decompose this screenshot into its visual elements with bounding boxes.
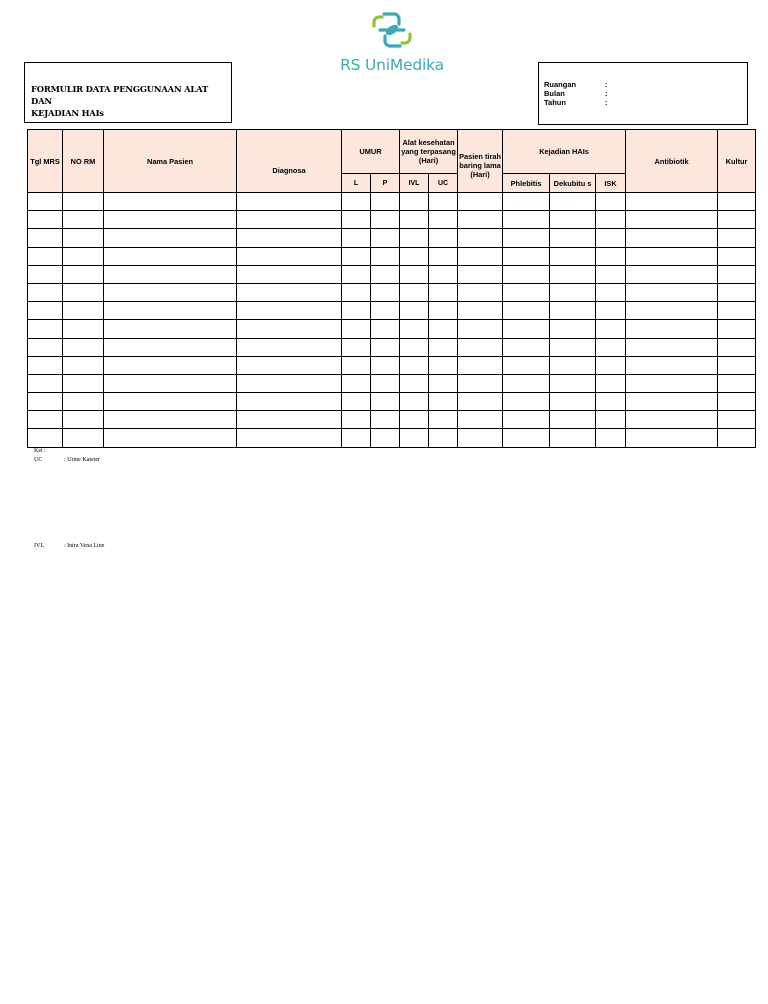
- cell-antibiotik[interactable]: [626, 193, 718, 211]
- table-row: [28, 374, 756, 392]
- hospital-name: RS UniMedika: [340, 56, 444, 74]
- table-row: [28, 320, 756, 338]
- cell-alat-ivl[interactable]: [400, 247, 429, 265]
- cell-no-rm[interactable]: [63, 283, 104, 301]
- cell-diagnosa[interactable]: [237, 283, 342, 301]
- cell-isk[interactable]: [596, 211, 626, 229]
- cell-pasien-tirah[interactable]: [458, 356, 503, 374]
- header-tgl-mrs: Tgl MRS: [28, 130, 63, 193]
- cell-alat-ivl[interactable]: [400, 338, 429, 356]
- medical-cross-logo-icon: [370, 10, 414, 50]
- cell-pasien-tirah[interactable]: [458, 411, 503, 429]
- info-box: [538, 62, 748, 125]
- cell-nama-pasien[interactable]: [104, 374, 237, 392]
- cell-dekubitus[interactable]: [550, 229, 596, 247]
- cell-alat-ivl[interactable]: [400, 302, 429, 320]
- cell-phlebitis[interactable]: [503, 393, 550, 411]
- cell-umur-p[interactable]: [371, 429, 400, 447]
- cell-antibiotik[interactable]: [626, 338, 718, 356]
- cell-dekubitus[interactable]: [550, 393, 596, 411]
- cell-kultur[interactable]: [718, 229, 756, 247]
- table-row: [28, 393, 756, 411]
- cell-pasien-tirah[interactable]: [458, 302, 503, 320]
- cell-alat-uc[interactable]: [429, 374, 458, 392]
- form-title-box: [24, 62, 232, 123]
- cell-kultur[interactable]: [718, 283, 756, 301]
- hais-data-table: [27, 129, 756, 448]
- cell-kultur[interactable]: [718, 356, 756, 374]
- cell-isk[interactable]: [596, 411, 626, 429]
- cell-nama-pasien[interactable]: [104, 229, 237, 247]
- table-row: [28, 356, 756, 374]
- header-umur-l: L: [342, 174, 371, 193]
- cell-antibiotik[interactable]: [626, 265, 718, 283]
- cell-isk[interactable]: [596, 393, 626, 411]
- cell-dekubitus[interactable]: [550, 211, 596, 229]
- table-row: [28, 338, 756, 356]
- table-row: [28, 302, 756, 320]
- cell-umur-p[interactable]: [371, 229, 400, 247]
- cell-umur-l[interactable]: [342, 429, 371, 447]
- cell-dekubitus[interactable]: [550, 283, 596, 301]
- cell-pasien-tirah[interactable]: [458, 338, 503, 356]
- cell-pasien-tirah[interactable]: [458, 211, 503, 229]
- cell-umur-p[interactable]: [371, 374, 400, 392]
- cell-umur-p[interactable]: [371, 393, 400, 411]
- header-kejadian-hais: Kejadian HAIs: [503, 130, 626, 174]
- cell-kultur[interactable]: [718, 265, 756, 283]
- cell-umur-p[interactable]: [371, 193, 400, 211]
- cell-no-rm[interactable]: [63, 211, 104, 229]
- cell-umur-p[interactable]: [371, 265, 400, 283]
- cell-kultur[interactable]: [718, 429, 756, 447]
- header-alat-kesehatan: Alat kesehatan yang terpasang (Hari): [400, 130, 458, 174]
- hospital-logo: [330, 8, 454, 74]
- cell-antibiotik[interactable]: [626, 411, 718, 429]
- cell-phlebitis[interactable]: [503, 356, 550, 374]
- cell-kultur[interactable]: [718, 302, 756, 320]
- cell-no-rm[interactable]: [63, 338, 104, 356]
- cell-dekubitus[interactable]: [550, 356, 596, 374]
- header-antibiotik: Antibiotik: [626, 130, 718, 193]
- cell-alat-uc[interactable]: [429, 320, 458, 338]
- cell-nama-pasien[interactable]: [104, 356, 237, 374]
- cell-umur-l[interactable]: [342, 229, 371, 247]
- cell-alat-uc[interactable]: [429, 265, 458, 283]
- cell-phlebitis[interactable]: [503, 374, 550, 392]
- header-no-rm: NO RM: [63, 130, 104, 193]
- header-isk: ISK: [596, 174, 626, 193]
- cell-alat-ivl[interactable]: [400, 356, 429, 374]
- header-phlebitis: Phlebitis: [503, 174, 550, 193]
- note-desc: : Intra Vena Line: [64, 543, 105, 549]
- cell-kultur[interactable]: [718, 374, 756, 392]
- cell-dekubitus[interactable]: [550, 320, 596, 338]
- cell-tgl-mrs[interactable]: [28, 283, 63, 301]
- cell-alat-ivl[interactable]: [400, 374, 429, 392]
- header-nama-pasien: Nama Pasien: [104, 130, 237, 193]
- cell-no-rm[interactable]: [63, 393, 104, 411]
- cell-diagnosa[interactable]: [237, 211, 342, 229]
- cell-phlebitis[interactable]: [503, 283, 550, 301]
- header-dekubitus: Dekubitu s: [550, 174, 596, 193]
- cell-alat-ivl[interactable]: [400, 320, 429, 338]
- cell-nama-pasien[interactable]: [104, 265, 237, 283]
- cell-umur-p[interactable]: [371, 302, 400, 320]
- cell-umur-p[interactable]: [371, 338, 400, 356]
- cell-diagnosa[interactable]: [237, 356, 342, 374]
- cell-nama-pasien[interactable]: [104, 429, 237, 447]
- cell-antibiotik[interactable]: [626, 283, 718, 301]
- cell-diagnosa[interactable]: [237, 247, 342, 265]
- cell-kultur[interactable]: [718, 211, 756, 229]
- cell-isk[interactable]: [596, 265, 626, 283]
- cell-umur-l[interactable]: [342, 193, 371, 211]
- cell-dekubitus[interactable]: [550, 429, 596, 447]
- cell-umur-l[interactable]: [342, 338, 371, 356]
- cell-antibiotik[interactable]: [626, 211, 718, 229]
- cell-pasien-tirah[interactable]: [458, 229, 503, 247]
- table-body: [28, 193, 756, 448]
- cell-no-rm[interactable]: [63, 429, 104, 447]
- cell-alat-ivl[interactable]: [400, 193, 429, 211]
- cell-nama-pasien[interactable]: [104, 393, 237, 411]
- info-colon: :: [605, 89, 608, 98]
- table-row: [28, 429, 756, 447]
- info-label-bulan: Bulan: [544, 89, 565, 98]
- cell-diagnosa[interactable]: [237, 338, 342, 356]
- cell-dekubitus[interactable]: [550, 302, 596, 320]
- cell-umur-l[interactable]: [342, 302, 371, 320]
- form-title: [31, 83, 231, 119]
- cell-umur-p[interactable]: [371, 283, 400, 301]
- note-code: UC: [34, 457, 43, 463]
- cell-phlebitis[interactable]: [503, 193, 550, 211]
- cell-umur-p[interactable]: [371, 211, 400, 229]
- cell-tgl-mrs[interactable]: [28, 211, 63, 229]
- cell-pasien-tirah[interactable]: [458, 193, 503, 211]
- cell-tgl-mrs[interactable]: [28, 193, 63, 211]
- table-row: [28, 283, 756, 301]
- cell-diagnosa[interactable]: [237, 374, 342, 392]
- cell-kultur[interactable]: [718, 320, 756, 338]
- cell-alat-uc[interactable]: [429, 283, 458, 301]
- cell-umur-p[interactable]: [371, 356, 400, 374]
- table-row: [28, 411, 756, 429]
- cell-no-rm[interactable]: [63, 229, 104, 247]
- cell-diagnosa[interactable]: [237, 393, 342, 411]
- header-pasien-tirah-baring: Pasien tirah baring lama (Hari): [458, 130, 503, 193]
- cell-phlebitis[interactable]: [503, 211, 550, 229]
- cell-alat-uc[interactable]: [429, 211, 458, 229]
- notes-ket: Ket :: [34, 448, 46, 454]
- cell-no-rm[interactable]: [63, 193, 104, 211]
- cell-umur-p[interactable]: [371, 320, 400, 338]
- cell-nama-pasien[interactable]: [104, 211, 237, 229]
- header-alat-uc: UC: [429, 174, 458, 193]
- cell-isk[interactable]: [596, 374, 626, 392]
- header-kultur: Kultur: [718, 130, 756, 193]
- note-code: IVL: [34, 543, 44, 549]
- table-row: [28, 229, 756, 247]
- cell-umur-l[interactable]: [342, 283, 371, 301]
- cell-antibiotik[interactable]: [626, 356, 718, 374]
- cell-diagnosa[interactable]: [237, 265, 342, 283]
- cell-antibiotik[interactable]: [626, 229, 718, 247]
- info-label-tahun: Tahun: [544, 98, 566, 107]
- cell-kultur[interactable]: [718, 393, 756, 411]
- cell-umur-l[interactable]: [342, 211, 371, 229]
- note-desc: : Urine Kateter: [64, 457, 100, 463]
- cell-tgl-mrs[interactable]: [28, 374, 63, 392]
- cell-antibiotik[interactable]: [626, 393, 718, 411]
- cell-dekubitus[interactable]: [550, 338, 596, 356]
- cell-tgl-mrs[interactable]: [28, 229, 63, 247]
- cell-dekubitus[interactable]: [550, 193, 596, 211]
- cell-umur-l[interactable]: [342, 393, 371, 411]
- cell-isk[interactable]: [596, 283, 626, 301]
- cell-umur-l[interactable]: [342, 320, 371, 338]
- cell-nama-pasien[interactable]: [104, 320, 237, 338]
- cell-pasien-tirah[interactable]: [458, 429, 503, 447]
- cell-phlebitis[interactable]: [503, 302, 550, 320]
- cell-tgl-mrs[interactable]: [28, 265, 63, 283]
- table-row: [28, 193, 756, 211]
- cell-antibiotik[interactable]: [626, 429, 718, 447]
- cell-phlebitis[interactable]: [503, 320, 550, 338]
- cell-pasien-tirah[interactable]: [458, 265, 503, 283]
- cell-pasien-tirah[interactable]: [458, 374, 503, 392]
- cell-umur-l[interactable]: [342, 265, 371, 283]
- cell-antibiotik[interactable]: [626, 320, 718, 338]
- header-umur-p: P: [371, 174, 400, 193]
- cell-no-rm[interactable]: [63, 265, 104, 283]
- cell-alat-uc[interactable]: [429, 193, 458, 211]
- cell-alat-ivl[interactable]: [400, 265, 429, 283]
- cell-isk[interactable]: [596, 320, 626, 338]
- cell-antibiotik[interactable]: [626, 374, 718, 392]
- cell-umur-l[interactable]: [342, 356, 371, 374]
- cell-tgl-mrs[interactable]: [28, 320, 63, 338]
- header-diagnosa: Diagnosa: [237, 130, 342, 193]
- cell-nama-pasien[interactable]: [104, 247, 237, 265]
- info-colon: :: [605, 98, 608, 107]
- form-title-line1: FORMULIR DATA PENGGUNAAN ALAT DAN: [31, 84, 208, 106]
- cell-no-rm[interactable]: [63, 411, 104, 429]
- cell-tgl-mrs[interactable]: [28, 302, 63, 320]
- cell-nama-pasien[interactable]: [104, 411, 237, 429]
- cell-no-rm[interactable]: [63, 356, 104, 374]
- cell-dekubitus[interactable]: [550, 411, 596, 429]
- cell-isk[interactable]: [596, 356, 626, 374]
- cell-no-rm[interactable]: [63, 247, 104, 265]
- cell-alat-uc[interactable]: [429, 247, 458, 265]
- cell-umur-l[interactable]: [342, 247, 371, 265]
- cell-alat-ivl[interactable]: [400, 283, 429, 301]
- info-colon: :: [605, 80, 608, 89]
- cell-nama-pasien[interactable]: [104, 193, 237, 211]
- cell-umur-l[interactable]: [342, 374, 371, 392]
- cell-isk[interactable]: [596, 429, 626, 447]
- cell-no-rm[interactable]: [63, 374, 104, 392]
- cell-alat-ivl[interactable]: [400, 211, 429, 229]
- cell-phlebitis[interactable]: [503, 411, 550, 429]
- cell-phlebitis[interactable]: [503, 429, 550, 447]
- cell-antibiotik[interactable]: [626, 247, 718, 265]
- cell-alat-ivl[interactable]: [400, 411, 429, 429]
- cell-alat-uc[interactable]: [429, 411, 458, 429]
- cell-dekubitus[interactable]: [550, 374, 596, 392]
- cell-umur-p[interactable]: [371, 247, 400, 265]
- cell-umur-p[interactable]: [371, 411, 400, 429]
- cell-alat-ivl[interactable]: [400, 393, 429, 411]
- cell-alat-uc[interactable]: [429, 338, 458, 356]
- cell-pasien-tirah[interactable]: [458, 320, 503, 338]
- cell-tgl-mrs[interactable]: [28, 411, 63, 429]
- cell-alat-uc[interactable]: [429, 229, 458, 247]
- cell-alat-ivl[interactable]: [400, 429, 429, 447]
- cell-diagnosa[interactable]: [237, 429, 342, 447]
- cell-diagnosa[interactable]: [237, 320, 342, 338]
- cell-tgl-mrs[interactable]: [28, 338, 63, 356]
- cell-alat-uc[interactable]: [429, 356, 458, 374]
- cell-phlebitis[interactable]: [503, 338, 550, 356]
- table-row: [28, 265, 756, 283]
- cell-umur-l[interactable]: [342, 411, 371, 429]
- form-title-line2: KEJADIAN HAIs: [31, 108, 104, 118]
- cell-diagnosa[interactable]: [237, 193, 342, 211]
- cell-isk[interactable]: [596, 338, 626, 356]
- cell-nama-pasien[interactable]: [104, 338, 237, 356]
- cell-isk[interactable]: [596, 247, 626, 265]
- cell-phlebitis[interactable]: [503, 265, 550, 283]
- cell-no-rm[interactable]: [63, 302, 104, 320]
- header-alat-ivl: IVL: [400, 174, 429, 193]
- cell-alat-uc[interactable]: [429, 429, 458, 447]
- cell-diagnosa[interactable]: [237, 411, 342, 429]
- cell-phlebitis[interactable]: [503, 247, 550, 265]
- cell-alat-uc[interactable]: [429, 393, 458, 411]
- cell-isk[interactable]: [596, 302, 626, 320]
- cell-alat-uc[interactable]: [429, 302, 458, 320]
- cell-pasien-tirah[interactable]: [458, 283, 503, 301]
- header-umur: UMUR: [342, 130, 400, 174]
- cell-diagnosa[interactable]: [237, 302, 342, 320]
- cell-kultur[interactable]: [718, 247, 756, 265]
- cell-phlebitis[interactable]: [503, 229, 550, 247]
- cell-pasien-tirah[interactable]: [458, 247, 503, 265]
- cell-tgl-mrs[interactable]: [28, 356, 63, 374]
- cell-pasien-tirah[interactable]: [458, 393, 503, 411]
- cell-no-rm[interactable]: [63, 320, 104, 338]
- cell-nama-pasien[interactable]: [104, 283, 237, 301]
- cell-nama-pasien[interactable]: [104, 302, 237, 320]
- table-row: [28, 211, 756, 229]
- cell-isk[interactable]: [596, 193, 626, 211]
- cell-kultur[interactable]: [718, 411, 756, 429]
- table-row: [28, 247, 756, 265]
- cell-dekubitus[interactable]: [550, 265, 596, 283]
- cell-isk[interactable]: [596, 229, 626, 247]
- cell-tgl-mrs[interactable]: [28, 429, 63, 447]
- cell-tgl-mrs[interactable]: [28, 247, 63, 265]
- cell-antibiotik[interactable]: [626, 302, 718, 320]
- cell-alat-ivl[interactable]: [400, 229, 429, 247]
- cell-diagnosa[interactable]: [237, 229, 342, 247]
- cell-kultur[interactable]: [718, 193, 756, 211]
- info-label-ruangan: Ruangan: [544, 80, 577, 89]
- cell-kultur[interactable]: [718, 338, 756, 356]
- cell-tgl-mrs[interactable]: [28, 393, 63, 411]
- cell-dekubitus[interactable]: [550, 247, 596, 265]
